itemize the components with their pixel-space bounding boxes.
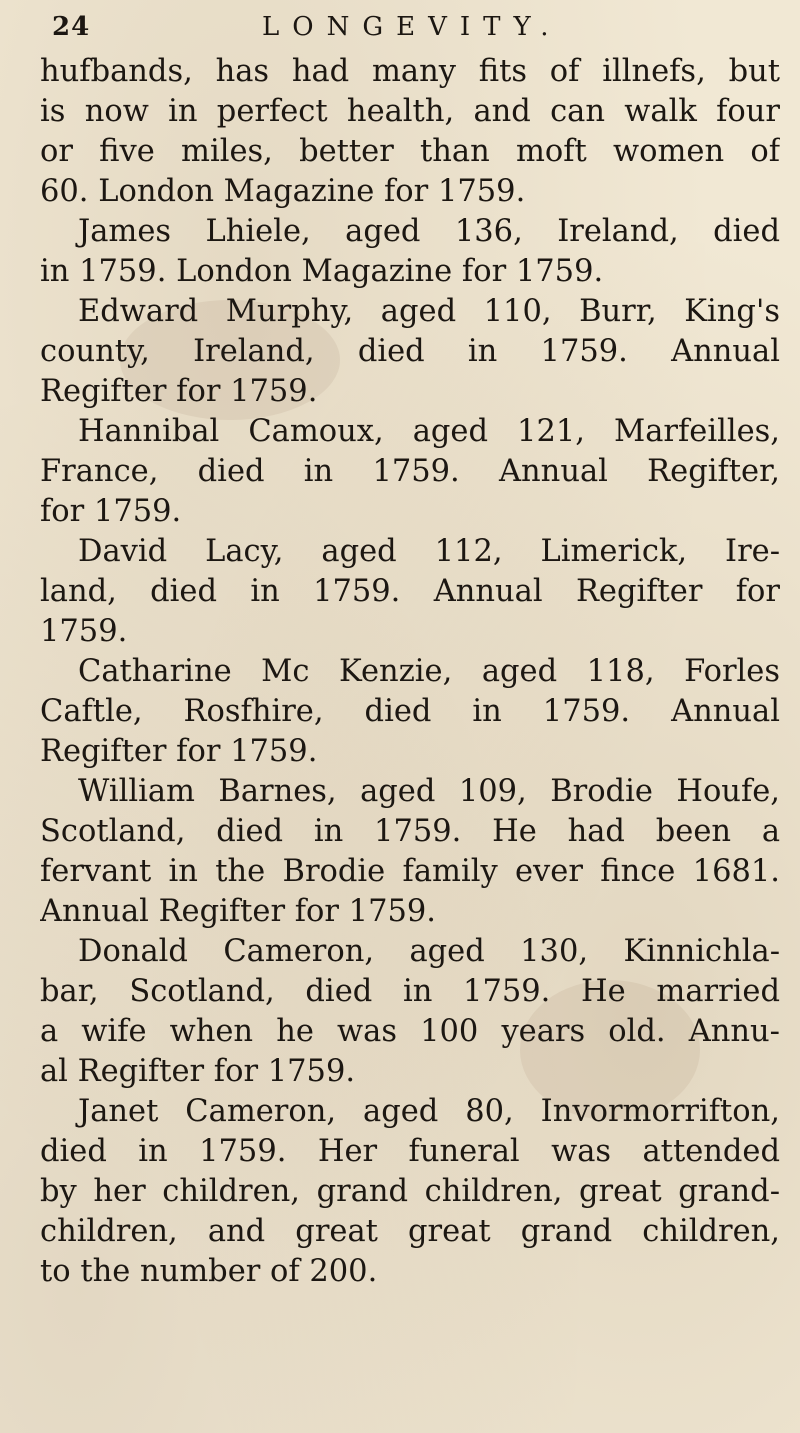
text-line: Hannibal Camoux, aged 121, Marfeilles, xyxy=(78,414,780,449)
text-line: for 1759. xyxy=(40,494,182,529)
text-line: James Lhiele, aged 136, Ireland, died xyxy=(78,214,780,249)
text-line: Regifter for 1759. xyxy=(40,734,318,769)
text-line: Annual Regifter for 1759. xyxy=(40,894,436,929)
text-line: al Regifter for 1759. xyxy=(40,1054,356,1089)
text-line: Catharine Mc Kenzie, aged 118, Forles xyxy=(78,654,780,689)
text-line: France, died in 1759. Annual Regifter, xyxy=(40,454,780,489)
text-line: 1759. xyxy=(40,614,128,649)
text-line: to the number of 200. xyxy=(40,1254,378,1289)
text-line: in 1759. London Magazine for 1759. xyxy=(40,254,604,289)
text-line: bar, Scotland, died in 1759. He married xyxy=(40,974,780,1009)
text-line: hufbands, has had many fits of illnefs, but xyxy=(40,54,780,89)
running-head xyxy=(52,12,772,48)
text-line: David Lacy, aged 112, Limerick, Ire- xyxy=(78,534,780,569)
text-line: a wife when he was 100 years old. Annu- xyxy=(40,1014,780,1049)
text-line: children, and great great grand children, xyxy=(40,1214,780,1249)
text-line: Caftle, Rosfhire, died in 1759. Annual xyxy=(40,694,780,729)
text-line: Scotland, died in 1759. He had been a xyxy=(40,814,780,849)
text-line: Janet Cameron, aged 80, Invormorrifton, xyxy=(78,1094,780,1129)
text-line: Regifter for 1759. xyxy=(40,374,318,409)
text-line: land, died in 1759. Annual Regifter for xyxy=(40,574,780,609)
text-line: fervant in the Brodie family ever fince 1681. xyxy=(40,854,780,889)
text-line: is now in perfect health, and can walk four xyxy=(40,94,780,129)
text-line: 60. London Magazine for 1759. xyxy=(40,174,526,209)
text-line: county, Ireland, died in 1759. Annual xyxy=(40,334,780,369)
text-line: or five miles, better than moft women of xyxy=(40,134,780,169)
running-title: LONGEVITY. xyxy=(262,12,562,42)
body-text xyxy=(40,52,780,1292)
text-line: by her children, grand children, great grand- xyxy=(40,1174,780,1209)
text-line: Edward Murphy, aged 110, Burr, King's xyxy=(78,294,780,329)
text-line: died in 1759. Her funeral was attended xyxy=(40,1134,780,1169)
text-line: William Barnes, aged 109, Brodie Houfe, xyxy=(78,774,780,809)
page-number: 24 xyxy=(52,12,91,42)
text-line: Donald Cameron, aged 130, Kinnichla- xyxy=(78,934,780,969)
